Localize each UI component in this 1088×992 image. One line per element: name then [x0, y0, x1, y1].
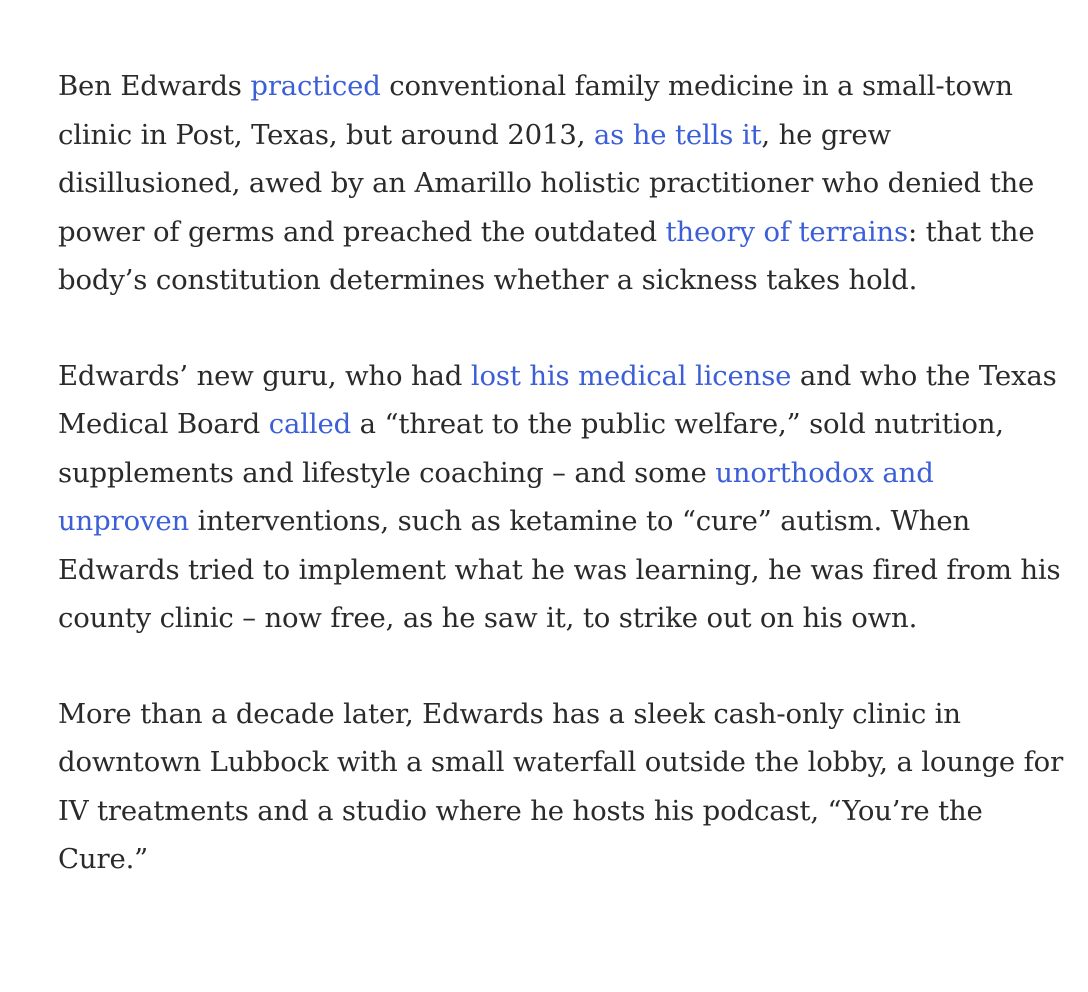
text-segment: a “threat to the public welfare,” sold nutrition, supplements and lifestyle coaching – and some — [58, 408, 1004, 489]
text-segment: , he grew disillusioned, awed by an Amarillo holistic practitioner who denied the power of germs and preached the outdated — [58, 118, 1035, 248]
link-practiced[interactable]: practiced — [250, 70, 381, 102]
link-unorthodox-and-unproven[interactable]: unorthodox and unproven — [58, 456, 934, 537]
article-body — [58, 62, 1068, 931]
link-theory-of-terrains[interactable]: theory of terrains — [665, 215, 908, 248]
text-segment: Ben Edwards — [58, 70, 251, 102]
link-called[interactable]: called — [268, 408, 352, 440]
paragraph-3 — [58, 690, 1068, 884]
text-segment: : that the body’s constitution determines whether a sickness takes hold. — [58, 215, 1035, 296]
text-segment: and who the Texas Medical Board — [58, 359, 1057, 440]
text-segment: More than a decade later, Edwards has a sleek cash-only clinic in downtown Lubbock with a small waterfall outside the lobby, a lounge for IV treatments and a studio where he hosts his podcast, “You’re the Cure.” — [58, 697, 1064, 875]
text-segment: interventions, such as ketamine to “cure” autism. When Edwards tried to implement what he was learning, he was fired from his county clinic – now free, as he saw it, to strike out on his own. — [58, 505, 1061, 634]
link-lost-his-medical-license[interactable]: lost his medical license — [470, 359, 792, 392]
text-segment: Edwards’ new guru, who had — [58, 359, 471, 392]
paragraph-2 — [58, 352, 1068, 643]
paragraph-1 — [58, 62, 1068, 305]
text-segment: conventional family medicine in a small-town clinic in Post, Texas, but around 2013, — [58, 70, 1013, 151]
link-as-he-tells-it[interactable]: as he tells it — [593, 118, 762, 151]
